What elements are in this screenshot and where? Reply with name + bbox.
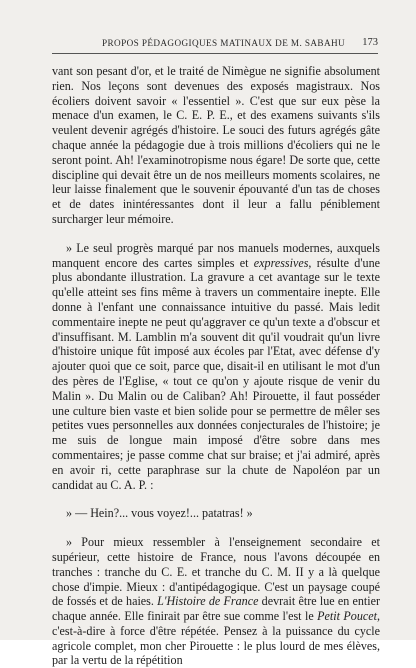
paragraph-4-italic-histoire-de-france: L'Histoire de France	[157, 594, 259, 609]
paragraph-2-text-b: , résulte d'une plus abondante illustration. La gravure a cet avantage sur le texte qu'elle atteint ses fins même à travers un commentaire inepte. Elle donne à l'enfant une connaissance intuitive du passé. Mais ledit commentaire inepte ne peut qu'aggraver ce qu'un texte a d'obscur et d'insuffisant. M. Lamblin m'a souvent dit qu'il voudrait qu'un livre d'histoire unique fût imposé aux écoles par l'Etat, avec défense d'y ajouter quoi que ce soit, parce que, disait-il en utilisant le mot d'un des pères de l'Eglise, « tout ce qu'on y ajoute risque de venir du Malin ». Du Malin ou de Caliban? Ah! Pirouette, il faut posséder une culture bien vaste et bien solide pour se permettre de mêler ses petites vues personnelles aux données conjecturales de l'histoire; je me suis de longue main imposé d'être sobre dans mes commentaires; je passe comme chat sur braise; et j'ai admiré, après en avoir ri, cette paraphrase sur la chute de Napoléon par un candidat au C. A. P. :	[52, 255, 380, 492]
paragraph-3: » — Hein?... vous voyez!... patatras! »	[66, 506, 253, 521]
paragraph-2-italic-expressives: expressives	[253, 255, 309, 270]
paragraph-4	[52, 535, 380, 668]
paragraph-4-italic-petit-poucet: Petit Poucet	[317, 609, 377, 624]
page-number: 173	[362, 37, 378, 48]
page-header	[66, 38, 378, 52]
paragraph-4-text-a: » Pour mieux ressembler à l'enseignement secondaire et supérieur, cette histoire de France, nous l'avons découpée en tranches : tranche du C. E. et tranche du C. M. II y a là quelque chose d'impie. Mieux : d'antipédagogique. C'est un paysage coupé de fossés et de haies.	[52, 535, 380, 609]
paragraph-4-text-b: devrait être lue en entier chaque année. Elle finirait par être sue comme l'est le	[52, 594, 381, 624]
paragraph-4-text-c: , c'est-à-dire à force d'être répétée. Pensez à la puissance du cycle agricole complet, mon cher Pirouette : le plus lourd de mes élèves, par la vertu de la répétition	[52, 609, 380, 668]
paragraph-1: vant son pesant d'or, et le traité de Nimègue ne signifie absolument rien. Nos leçons sont devenues des exposés magistraux. Nos écoliers doivent savoir « l'essentiel ». C'est que sur eux pèse la menace d'un examen, le C. E. P. E., et des examens suivants s'ils veulent devenir agrégés d'histoire. Le souci des futurs agrégés gâte chaque année la pédagogie due à trois millions d'écoliers qui ne le seront point. Ah! l'examinotropisme nous égare! De sorte que, cette discipline qui devait être un de nos meilleurs moments scolaires, ne leur laisse finalement que le souvenir épouvanté d'un tas de choses et de dates inintéressantes dont il leur a fallu péniblement surcharger leur mémoire.	[52, 64, 380, 226]
header-rule	[52, 53, 378, 54]
running-title: PROPOS PÉDAGOGIQUES MATINAUX DE M. SABAHU	[102, 38, 346, 48]
paragraph-2-text-a: » Le seul progrès marqué par nos manuels modernes, auxquels manquent encore des cartes simples et	[52, 240, 380, 270]
paragraph-2	[52, 241, 380, 493]
page-body	[52, 64, 380, 668]
